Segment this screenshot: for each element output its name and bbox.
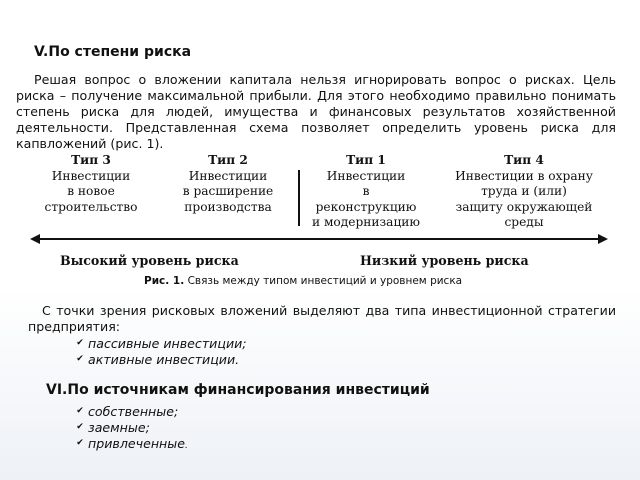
type-4-line: труда и (или) bbox=[481, 184, 567, 198]
checkmark-icon: ✔ bbox=[76, 354, 84, 364]
checkmark-icon: ✔ bbox=[76, 338, 84, 348]
type-4-line: Инвестиции в охрану bbox=[455, 168, 593, 183]
checkmark-icon: ✔ bbox=[76, 422, 84, 432]
type-4-line: среды bbox=[504, 215, 544, 229]
checkmark-icon: ✔ bbox=[76, 438, 84, 448]
section-title-financing: VI.По источникам финансирования инвестиций bbox=[46, 382, 430, 398]
list-item: ✔ активные инвестиции. bbox=[76, 352, 240, 367]
type-2-line: в расширение bbox=[182, 184, 274, 198]
type-2-line: Инвестиции bbox=[188, 168, 268, 183]
type-1-line: и модернизацию bbox=[311, 215, 421, 229]
list-item: ✔ собственные; bbox=[76, 404, 179, 419]
type-2-column bbox=[172, 153, 284, 215]
list-item: ✔ пассивные инвестиции; bbox=[76, 336, 247, 351]
type-1-title: Тип 1 bbox=[346, 153, 386, 167]
low-risk-label: Низкий уровень риска bbox=[360, 253, 529, 268]
type-3-title: Тип 3 bbox=[71, 153, 111, 167]
type-3-line: Инвестиции bbox=[51, 168, 131, 183]
type-3-line: строительство bbox=[44, 199, 138, 214]
list-item: ✔ привлеченные. bbox=[76, 436, 188, 451]
type-4-title: Тип 4 bbox=[504, 153, 544, 167]
trailing-dot: . bbox=[184, 441, 188, 451]
scheme-divider bbox=[298, 170, 300, 226]
type-3-line: в новое bbox=[67, 184, 115, 198]
strategy-intro: С точки зрения рисковых вложений выделяют два типа инвестиционной стратегии предприятия: bbox=[28, 303, 616, 334]
list-item: ✔ заемные; bbox=[76, 420, 150, 435]
type-2-line: производства bbox=[184, 199, 272, 214]
type-4-line: защиту окружающей bbox=[455, 199, 593, 214]
type-1-line: реконструкцию bbox=[315, 199, 417, 214]
type-4-column bbox=[440, 153, 608, 231]
risk-paragraph: Решая вопрос о вложении капитала нельзя игнорировать вопрос о рисках. Цель риска – получение максимальной прибыли. Для этого необходимо правильно понимать степень риска для людей, имущества и финансовых результатов хозяйственной деятельности. Представленная схема позволяет определить уровень риска для капвложений (рис. 1). bbox=[16, 72, 616, 151]
high-risk-label: Высокий уровень риска bbox=[60, 253, 239, 268]
type-2-title: Тип 2 bbox=[208, 153, 248, 167]
checkmark-icon: ✔ bbox=[76, 406, 84, 416]
type-1-column bbox=[302, 153, 430, 231]
figure-caption bbox=[144, 275, 462, 287]
caption-text: Связь между типом инвестиций и уровнем риска bbox=[187, 275, 463, 287]
financing-list bbox=[76, 404, 188, 454]
type-1-line: в bbox=[362, 184, 370, 198]
double-arrow-icon bbox=[30, 232, 608, 246]
section-title-risk: V.По степени риска bbox=[34, 44, 192, 60]
type-3-column bbox=[36, 153, 146, 215]
type-1-line: Инвестиции bbox=[326, 168, 406, 183]
caption-label: Рис. 1. bbox=[144, 275, 185, 287]
strategy-list bbox=[76, 336, 247, 368]
